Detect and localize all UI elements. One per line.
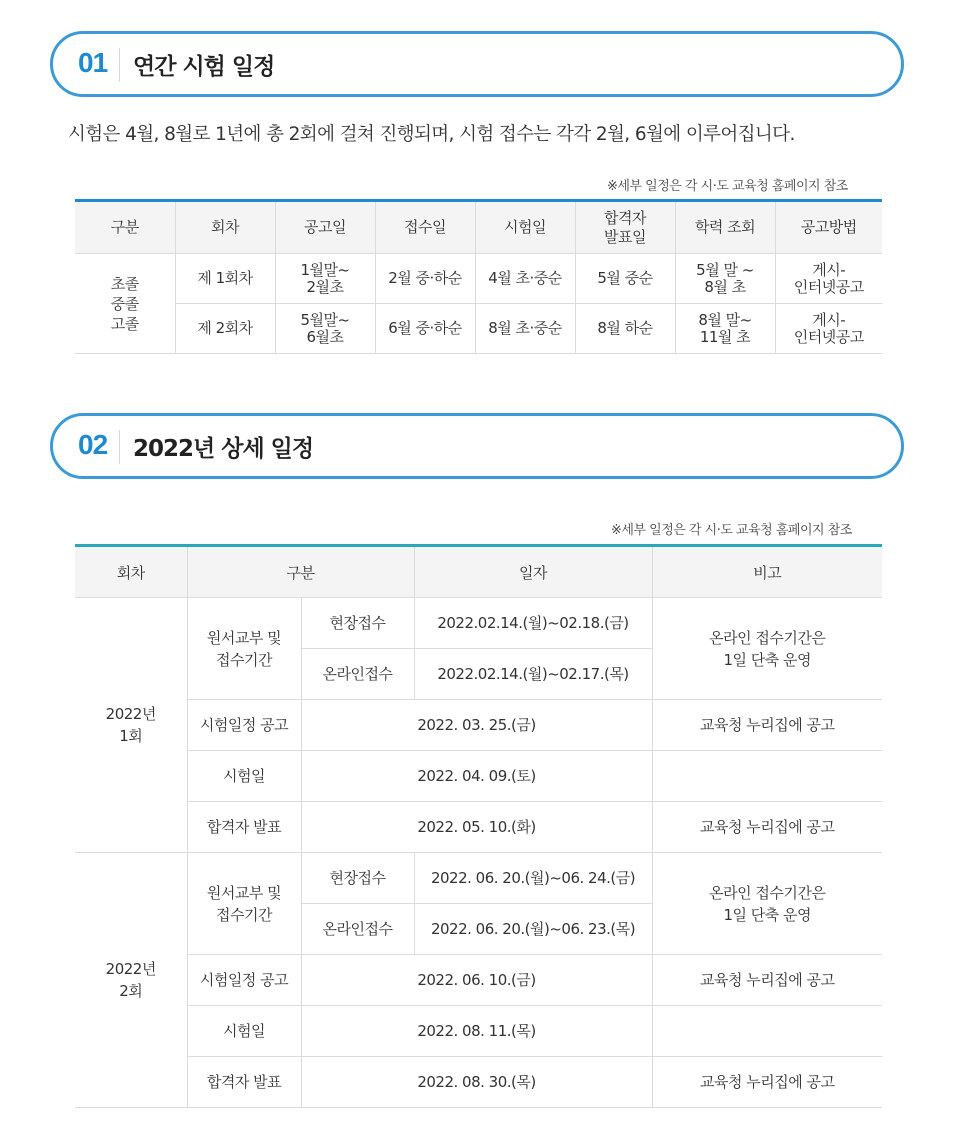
section-title: 연간 시험 일정: [133, 54, 275, 80]
table-header-row: [75, 201, 882, 254]
table-cell: 현장접수: [301, 598, 414, 649]
table-row: [75, 751, 882, 802]
section-header-annual: [50, 31, 904, 97]
table-cell: 2022. 06. 20.(월)~06. 23.(목): [414, 904, 652, 955]
table-row: [75, 853, 882, 904]
table-cell: 5월 중순: [575, 254, 675, 304]
section-number: 01: [78, 47, 108, 78]
section-number: 02: [78, 429, 108, 460]
table-cell: 5월 말 ~ 8월 초: [675, 254, 775, 304]
table-cell: 2022. 03. 25.(금): [301, 700, 652, 751]
table-cell: 시험일정 공고: [187, 700, 301, 751]
round-cell: 2022년 2회: [75, 853, 187, 1108]
table-cell: 온라인접수: [301, 649, 414, 700]
table-cell: 합격자 발표: [187, 1057, 301, 1108]
col-header: 구분: [75, 201, 175, 254]
table-cell: 온라인접수: [301, 904, 414, 955]
table-cell: 6월 중·하순: [375, 304, 475, 354]
table-row: [75, 304, 882, 354]
section-title: 2022년 상세 일정: [133, 436, 314, 462]
table-cell: 시험일: [187, 751, 301, 802]
table-cell: 현장접수: [301, 853, 414, 904]
table-row: [75, 1057, 882, 1108]
table-cell: 2022. 08. 11.(목): [301, 1006, 652, 1057]
table-cell: 게시- 인터넷공고: [775, 254, 882, 304]
table-cell: 교육청 누리집에 공고: [652, 1057, 882, 1108]
divider: [119, 430, 120, 464]
table-cell: [652, 751, 882, 802]
table-header-row: [75, 546, 882, 598]
table-cell: 온라인 접수기간은 1일 단축 운영: [652, 853, 882, 955]
table-cell: 게시- 인터넷공고: [775, 304, 882, 354]
table-cell: 2월 중·하순: [375, 254, 475, 304]
table-cell: 온라인 접수기간은 1일 단축 운영: [652, 598, 882, 700]
reference-note: ※세부 일정은 각 시·도 교육청 홈페이지 참조: [607, 179, 848, 194]
round-cell: 2022년 1회: [75, 598, 187, 853]
col-header: 구분: [187, 546, 414, 598]
table-cell: 교육청 누리집에 공고: [652, 700, 882, 751]
table-row: [75, 700, 882, 751]
table-cell: 원서교부 및 접수기간: [187, 853, 301, 955]
table-row: [75, 802, 882, 853]
col-header: 합격자 발표일: [575, 201, 675, 254]
intro-text: 시험은 4월, 8월로 1년에 총 2회에 걸쳐 진행되며, 시험 접수는 각각 2월, 6월에 이루어집니다.: [68, 124, 795, 145]
reference-note: ※세부 일정은 각 시·도 교육청 홈페이지 참조: [611, 523, 852, 538]
annual-schedule-table: [75, 199, 882, 354]
table-row: [75, 955, 882, 1006]
table-cell: 2022.02.14.(월)~02.17.(목): [414, 649, 652, 700]
table-cell: 1월말~ 2월초: [275, 254, 375, 304]
table-cell: 2022. 08. 30.(목): [301, 1057, 652, 1108]
col-header: 비고: [652, 546, 882, 598]
col-header: 공고일: [275, 201, 375, 254]
col-header: 시험일: [475, 201, 575, 254]
table-cell: 2022. 06. 20.(월)~06. 24.(금): [414, 853, 652, 904]
table-cell: 2022.02.14.(월)~02.18.(금): [414, 598, 652, 649]
col-header: 공고방법: [775, 201, 882, 254]
table-cell: 시험일: [187, 1006, 301, 1057]
table-cell: 원서교부 및 접수기간: [187, 598, 301, 700]
table-cell: 4월 초·중순: [475, 254, 575, 304]
table-cell: 8월 초·중순: [475, 304, 575, 354]
col-header: 일자: [414, 546, 652, 598]
table-cell: [652, 1006, 882, 1057]
table-cell: 시험일정 공고: [187, 955, 301, 1006]
table-cell: 합격자 발표: [187, 802, 301, 853]
table-cell: 2022. 04. 09.(토): [301, 751, 652, 802]
table-cell: 2022. 05. 10.(화): [301, 802, 652, 853]
detail-schedule-table: [75, 544, 882, 1108]
divider: [119, 48, 120, 82]
col-header: 회차: [175, 201, 275, 254]
table-cell: 제 1회차: [175, 254, 275, 304]
table-row: [75, 1006, 882, 1057]
table-cell: 8월 말~ 11월 초: [675, 304, 775, 354]
table-cell: 제 2회차: [175, 304, 275, 354]
table-cell: 8월 하순: [575, 304, 675, 354]
col-header: 회차: [75, 546, 187, 598]
table-cell: 2022. 06. 10.(금): [301, 955, 652, 1006]
table-cell: 5월말~ 6월초: [275, 304, 375, 354]
table-row: [75, 598, 882, 649]
section-header-detail: [50, 413, 904, 479]
group-cell: 초졸 중졸 고졸: [75, 254, 175, 354]
col-header: 접수일: [375, 201, 475, 254]
table-cell: 교육청 누리집에 공고: [652, 955, 882, 1006]
table-cell: 교육청 누리집에 공고: [652, 802, 882, 853]
table-row: [75, 254, 882, 304]
col-header: 학력 조회: [675, 201, 775, 254]
